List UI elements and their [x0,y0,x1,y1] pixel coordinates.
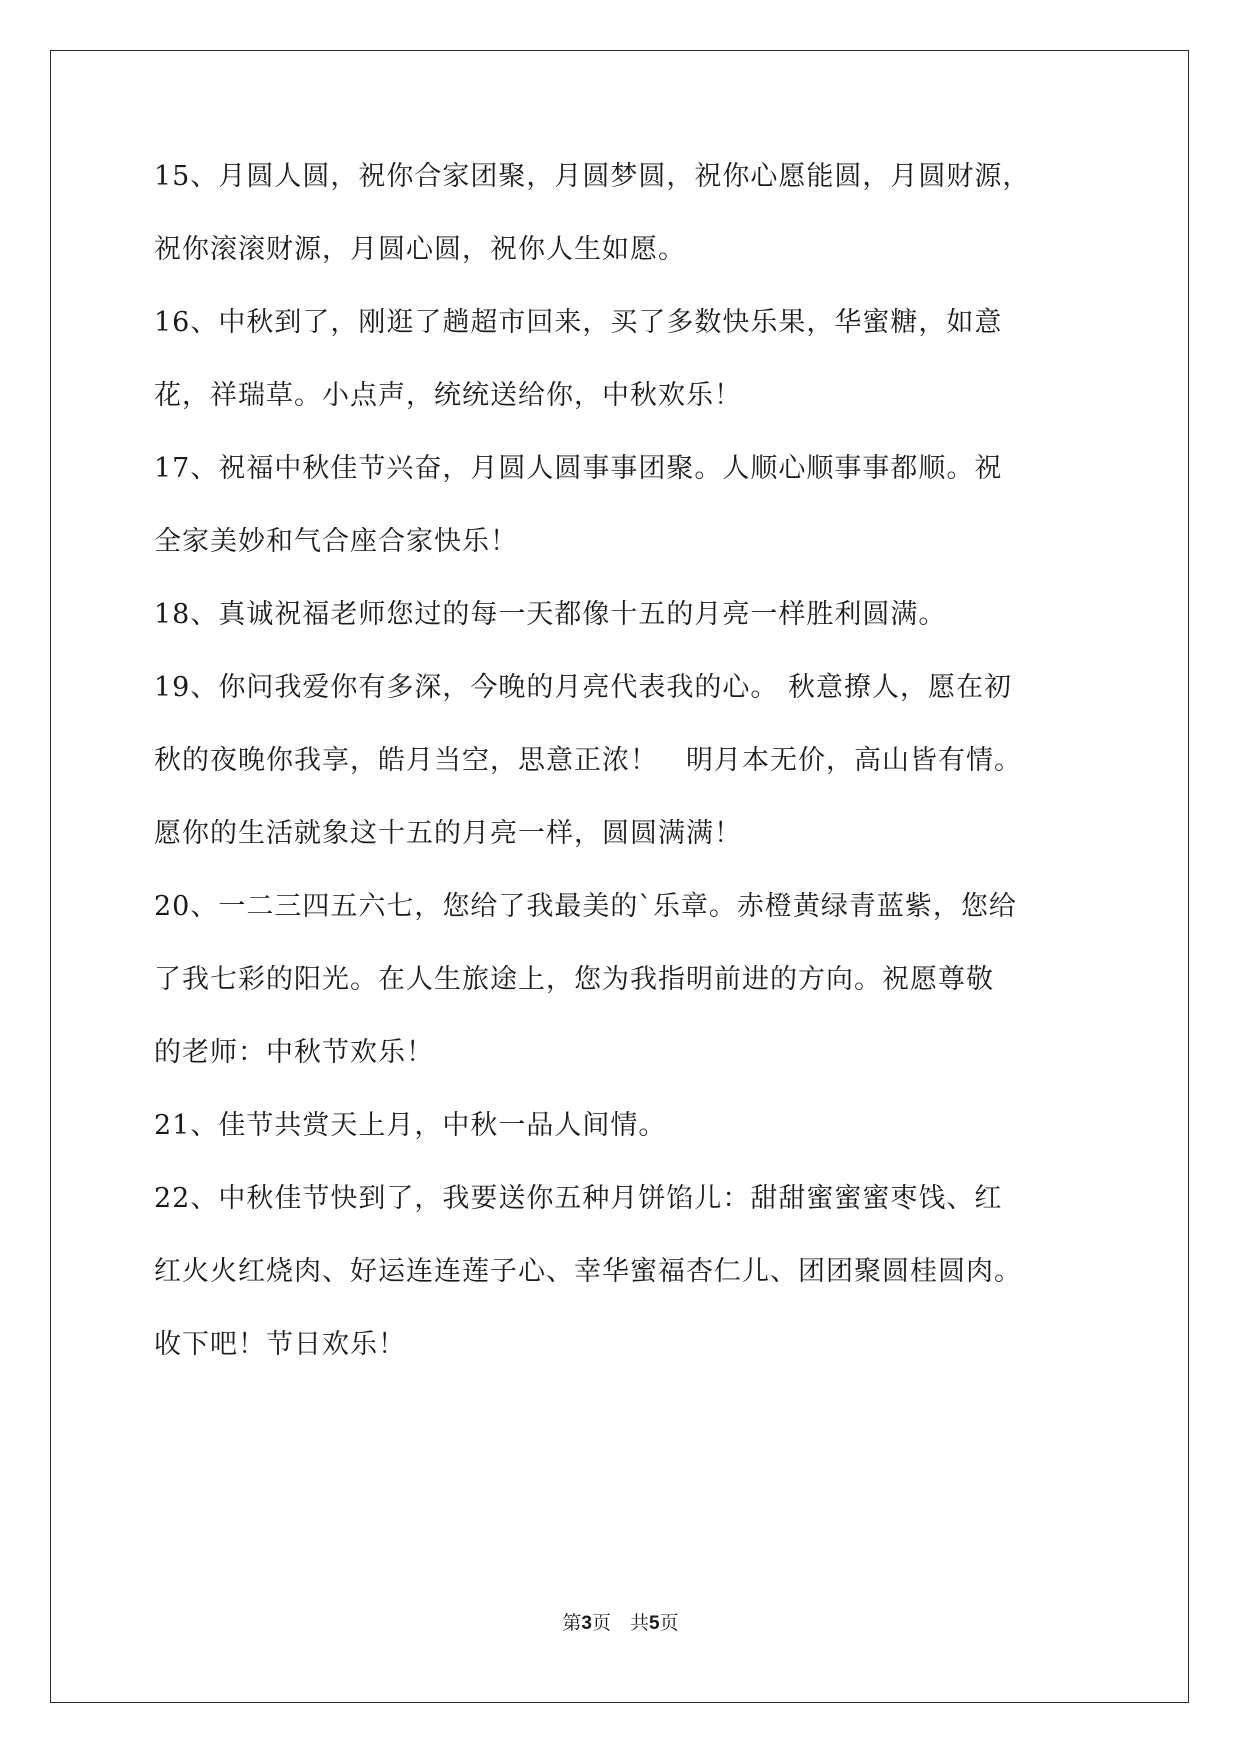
text-line: 20、一二三四五六七，您给了我最美的`乐章。赤橙黄绿青蓝紫，您给 [154,891,1017,922]
text-line: 愿你的生活就象这十五的月亮一样，圆圆满满！ [154,818,742,849]
text-line: 18、真诚祝福老师您过的每一天都像十五的月亮一样胜利圆满。 [154,599,947,630]
text-line: 秋的夜晚你我享，皓月当空，思意正浓！ 明月本无价，高山皆有情。 [154,745,1022,776]
text-line: 16、中秋到了，刚逛了趟超市回来，买了多数快乐果，华蜜糖，如意 [154,307,1003,338]
text-line: 花，祥瑞草。小点声，统统送给你，中秋欢乐！ [154,380,742,411]
text-line: 21、佳节共赏天上月，中秋一品人间情。 [154,1110,667,1141]
footer-mid: 页 共 [591,1612,649,1634]
current-page-number: 3 [581,1613,592,1634]
text-line: 22、中秋佳节快到了，我要送你五种月饼馅儿：甜甜蜜蜜蜜枣饯、红 [154,1183,1003,1214]
text-line: 19、你问我爱你有多深，今晚的月亮代表我的心。 秋意撩人，愿在初 [154,672,1012,703]
total-pages-number: 5 [649,1613,660,1634]
text-line: 了我七彩的阳光。在人生旅途上，您为我指明前进的方向。祝愿尊敬 [154,964,994,995]
text-line: 17、祝福中秋佳节兴奋，月圆人圆事事团聚。人顺心顺事事都顺。祝 [154,453,1003,484]
page-footer [0,1610,1241,1637]
footer-prefix: 第 [562,1612,582,1634]
footer-suffix: 页 [659,1612,679,1634]
page-frame [50,50,1189,1703]
text-line: 的老师：中秋节欢乐！ [154,1037,434,1068]
text-line: 祝你滚滚财源，月圆心圆，祝你人生如愿。 [154,234,686,265]
text-line: 红火火红烧肉、好运连连莲子心、幸华蜜福杏仁儿、团团聚圆桂圆肉。 [154,1256,1022,1287]
text-line: 全家美妙和气合座合家快乐！ [154,526,518,557]
text-line: 收下吧！节日欢乐！ [154,1329,406,1360]
text-line: 15、月圆人圆，祝你合家团聚，月圆梦圆，祝你心愿能圆，月圆财源， [154,161,1031,192]
